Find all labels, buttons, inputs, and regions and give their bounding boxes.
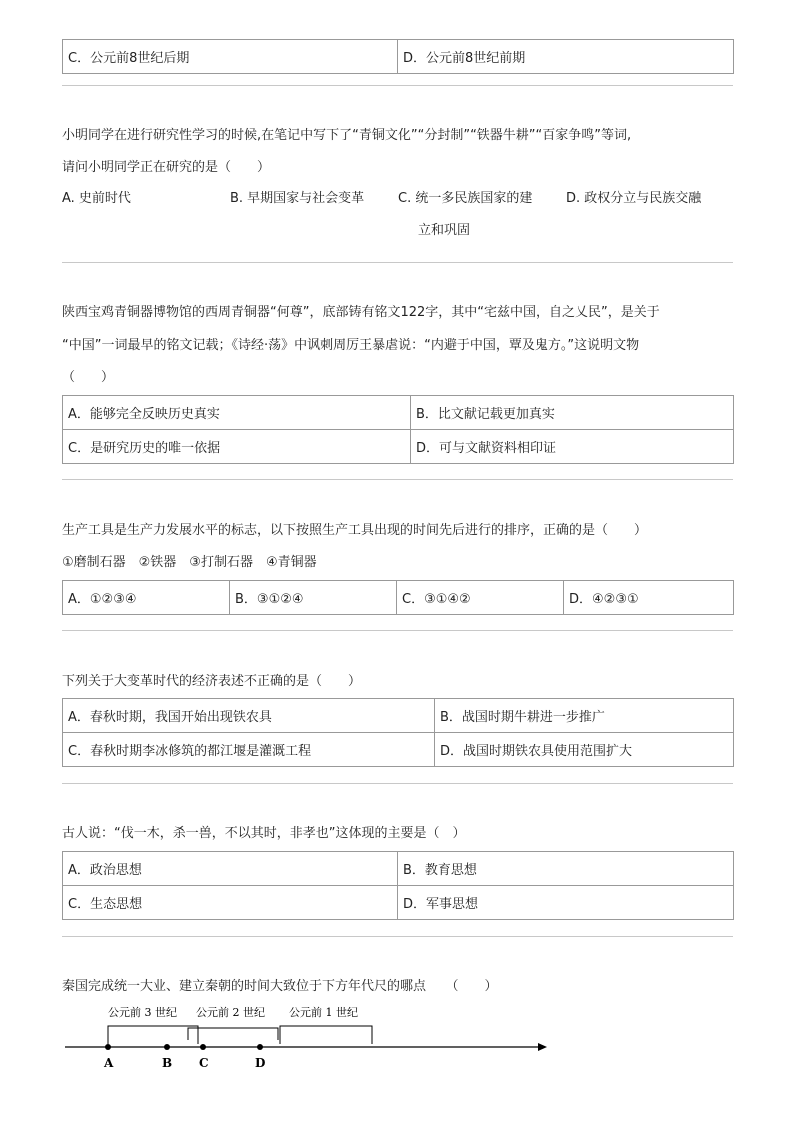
point-b[interactable] (164, 1044, 170, 1050)
divider (62, 783, 733, 784)
point-c[interactable] (200, 1044, 206, 1050)
q1-option-c-cont: 立和巩固 (418, 223, 471, 238)
period-label-3: 公元前 3 世纪 (108, 1006, 177, 1019)
q0-options-table (62, 39, 734, 74)
q3-stem-line2: ①磨制石器 ②铁器 ③打制石器 ④青铜器 (62, 555, 317, 570)
q5-stem-line1: 古人说：“伐一木，杀一兽，不以其时，非孝也”这体现的主要是（ ） (62, 826, 466, 841)
option-b[interactable]: B．比文献记载更加真实 (411, 396, 734, 430)
point-d[interactable] (257, 1044, 263, 1050)
q1-option-a[interactable]: A. 史前时代 (62, 191, 131, 206)
bracket-century-1 (280, 1026, 372, 1044)
option-a[interactable]: A．能够完全反映历史真实 (63, 396, 411, 430)
table-row (63, 699, 734, 733)
q1-stem-line1: 小明同学在进行研究性学习的时候,在笔记中写下了“青铜文化”“分封制”“铁器牛耕”“百家争鸣”等词, (62, 128, 632, 143)
table-row (63, 886, 734, 920)
option-a[interactable]: A．政治思想 (63, 852, 398, 886)
option-c[interactable]: C．是研究历史的唯一依据 (63, 430, 411, 464)
q2-options-table (62, 395, 734, 464)
table-row (63, 430, 734, 464)
divider (62, 630, 733, 631)
option-b[interactable]: B．教育思想 (398, 852, 734, 886)
divider (62, 936, 733, 937)
timeline-ruler (60, 1000, 560, 1080)
point-label-c: C (199, 1056, 209, 1070)
q4-stem-line1: 下列关于大变革时代的经济表述不正确的是（ ） (62, 674, 362, 689)
q6-stem-line1: 秦国完成统一大业、建立秦朝的时间大致位于下方年代尺的哪点 （ ） (62, 979, 498, 994)
table-row (63, 40, 734, 74)
option-d[interactable]: D．④②③① (564, 581, 734, 615)
table-row (63, 396, 734, 430)
table-row (63, 852, 734, 886)
q1-stem-line2: 请问小明同学正在研究的是（ ） (62, 160, 271, 175)
q1-option-c[interactable]: C. 统一多民族国家的建 (398, 191, 533, 206)
table-row (63, 581, 734, 615)
option-d[interactable]: D．军事思想 (398, 886, 734, 920)
q2-stem-line3: （ ） (62, 370, 115, 385)
option-a[interactable]: A．春秋时期，我国开始出现铁农具 (63, 699, 435, 733)
q5-options-table (62, 851, 734, 920)
q2-stem-line1: 陕西宝鸡青铜器博物馆的西周青铜器“何尊”，底部铸有铭文122字，其中“宅兹中国，自之乂民”，是关于 (62, 305, 660, 320)
divider (62, 479, 733, 480)
period-label-2: 公元前 2 世纪 (196, 1006, 265, 1019)
point-label-d: D (255, 1056, 266, 1070)
bracket-century-2 (188, 1028, 278, 1040)
q4-options-table (62, 698, 734, 767)
option-c[interactable]: C．公元前8世纪后期 (63, 40, 398, 74)
option-d[interactable]: D．可与文献资料相印证 (411, 430, 734, 464)
point-label-b: B (162, 1056, 173, 1070)
q2-stem-line2: “中国”一词最早的铭文记载；《诗经·荡》中讽刺周厉王暴虐说：“内避于中国，覃及鬼方。”这说明文物 (62, 338, 640, 353)
option-c[interactable]: C．春秋时期李冰修筑的都江堰是灌溉工程 (63, 733, 435, 767)
divider (62, 262, 733, 263)
option-a[interactable]: A．①②③④ (63, 581, 230, 615)
option-d[interactable]: D．战国时期铁农具使用范围扩大 (435, 733, 734, 767)
q1-option-d[interactable]: D. 政权分立与民族交融 (566, 191, 702, 206)
option-b[interactable]: B．③①②④ (230, 581, 397, 615)
divider (62, 85, 733, 86)
bracket-century-3 (108, 1026, 198, 1044)
option-c[interactable]: C．③①④② (397, 581, 564, 615)
option-b[interactable]: B．战国时期牛耕进一步推广 (435, 699, 734, 733)
period-label-1: 公元前 1 世纪 (289, 1006, 358, 1019)
option-d[interactable]: D．公元前8世纪前期 (398, 40, 734, 74)
q3-stem-line1: 生产工具是生产力发展水平的标志，以下按照生产工具出现的时间先后进行的排序，正确的是（ ） (62, 523, 648, 538)
point-label-a: A (104, 1056, 114, 1070)
arrow-head-icon (538, 1043, 547, 1051)
q1-option-b[interactable]: B. 早期国家与社会变革 (230, 191, 365, 206)
point-a[interactable] (105, 1044, 111, 1050)
table-row (63, 733, 734, 767)
option-c[interactable]: C．生态思想 (63, 886, 398, 920)
q3-options-table (62, 580, 734, 615)
